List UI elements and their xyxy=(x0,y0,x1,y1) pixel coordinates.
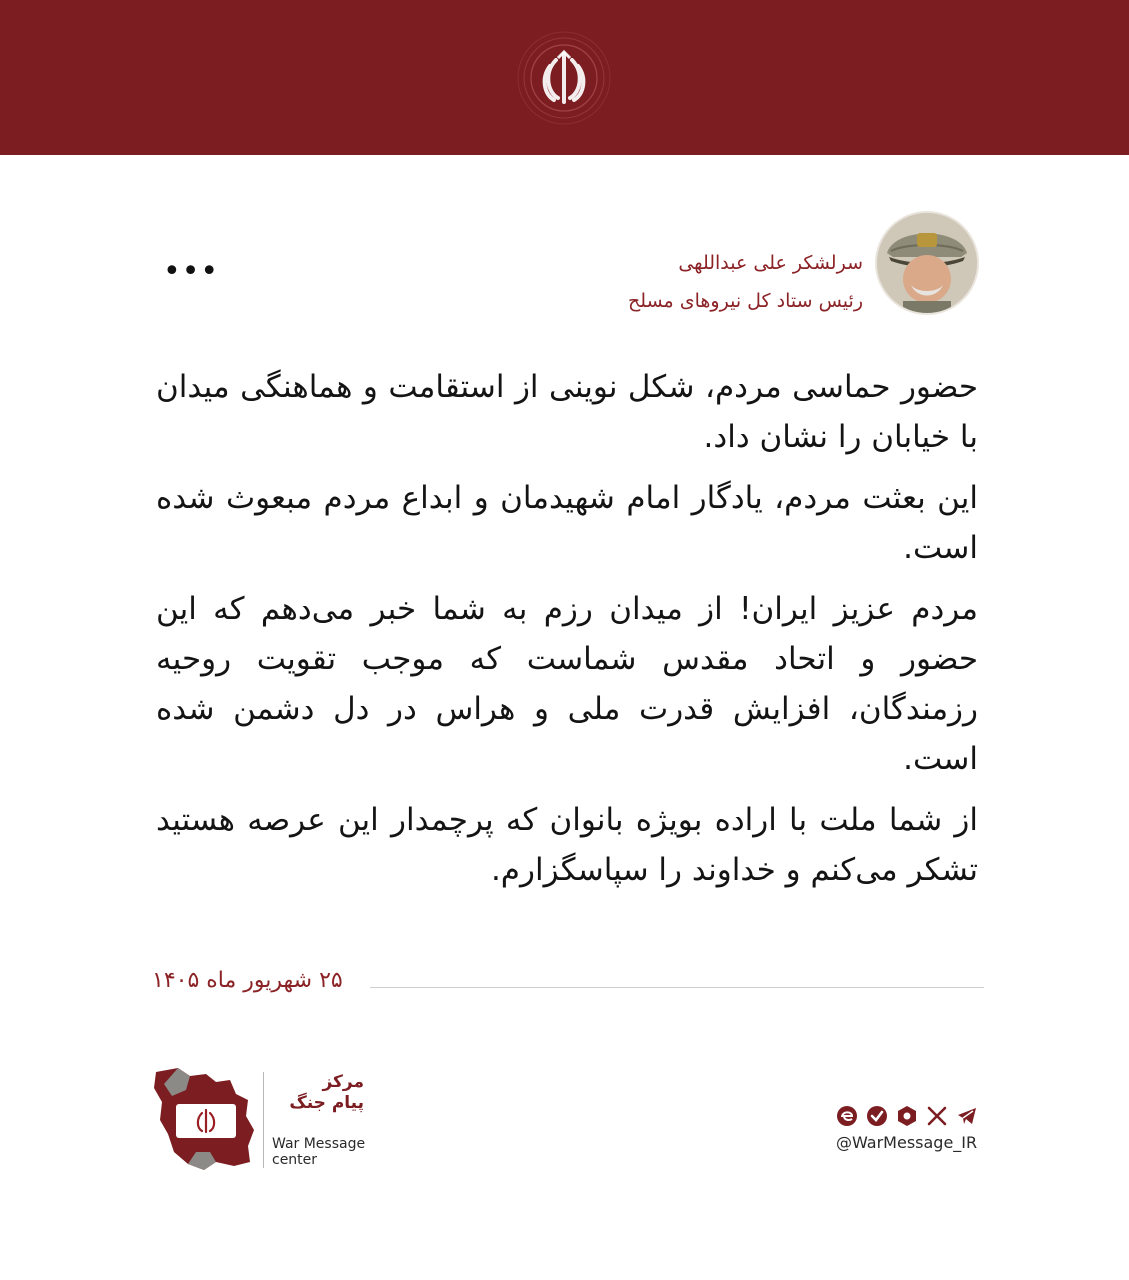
logo-en-line1: War Message xyxy=(272,1136,366,1152)
bale-icon[interactable] xyxy=(866,1105,888,1127)
logo-en-line2: center xyxy=(272,1152,318,1168)
author-title: رئیس ستاد کل نیروهای مسلح xyxy=(628,290,863,312)
rubika-icon[interactable] xyxy=(896,1105,918,1127)
paragraph: حضور حماسی مردم، شکل نوینی از استقامت و هماهنگی میدان با خیابان را نشان داد. xyxy=(156,369,978,455)
eitaa-icon[interactable] xyxy=(836,1105,858,1127)
more-horizontal-icon[interactable]: ••• xyxy=(163,254,220,289)
post-body xyxy=(156,362,978,906)
author-name[interactable]: سرلشکر علی عبداللهی xyxy=(678,252,863,274)
logo-fa-line1: مرکز xyxy=(322,1072,364,1092)
logo-fa-line2: پیام جنگ xyxy=(289,1093,364,1113)
paragraph: مردم عزیز ایران! از میدان رزم به شما خبر می‌دهم که این حضور و اتحاد مقدس شماست که موجب تقویت روحیه رزمندگان، افزایش قدرت ملی و هراس در دل دشمن شده است. xyxy=(156,591,978,777)
paragraph: این بعثت مردم، یادگار امام شهیدمان و ابداع مردم مبعوث شده است. xyxy=(156,480,978,566)
header-banner xyxy=(0,0,1129,155)
logo-title-en xyxy=(272,1136,372,1168)
logo-title-fa xyxy=(272,1072,364,1114)
divider xyxy=(370,987,984,988)
iran-map-logo xyxy=(150,1066,256,1176)
paragraph: از شما ملت با اراده بویژه بانوان که پرچمدار این عرصه هستید تشکر می‌کنم و خداوند را سپاسگزارم. xyxy=(156,802,978,888)
author-avatar[interactable] xyxy=(877,213,977,313)
logo-divider xyxy=(263,1072,264,1168)
x-icon[interactable] xyxy=(926,1105,948,1127)
iran-emblem-icon xyxy=(514,28,614,128)
social-handle[interactable]: @WarMessage_IR xyxy=(836,1133,978,1152)
date-row xyxy=(152,968,985,1002)
post-date: ۲۵ شهریور ماه ۱۴۰۵ xyxy=(152,968,343,993)
telegram-icon[interactable] xyxy=(956,1105,978,1127)
social-icons xyxy=(836,1104,978,1128)
